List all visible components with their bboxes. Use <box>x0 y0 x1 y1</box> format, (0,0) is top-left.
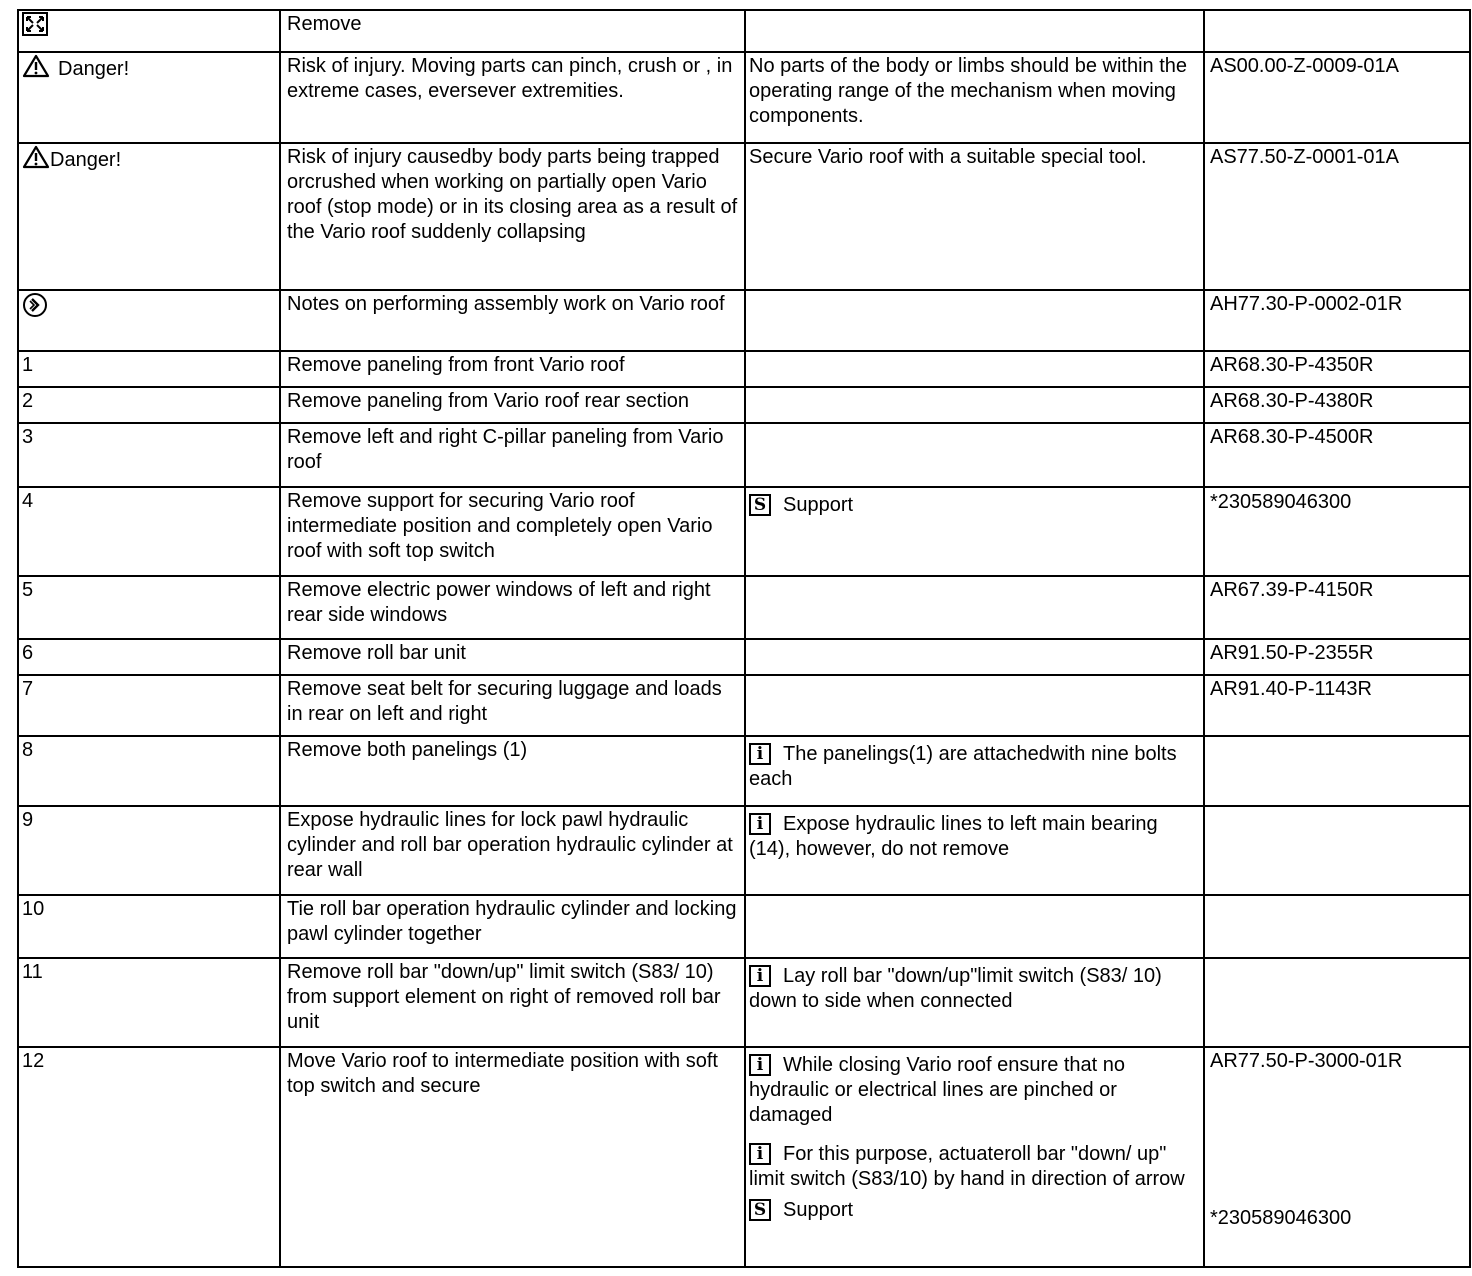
spacer <box>1210 1074 1465 1206</box>
notes-cell <box>745 423 1204 487</box>
tool-box-icon: S <box>749 494 771 516</box>
info-box-icon: i <box>749 743 771 765</box>
note-text: The panelings(1) are attachedwith nine bolts each <box>749 743 1177 790</box>
reference-cell <box>1204 1047 1470 1267</box>
step-number: 5 <box>22 579 34 601</box>
info-box-icon: i <box>749 1054 771 1076</box>
step-number: 2 <box>22 390 34 412</box>
step-number: 7 <box>22 678 34 700</box>
reference-code: AR68.30-P-4500R <box>1210 426 1374 448</box>
step-number: 8 <box>22 739 34 761</box>
table-row <box>18 351 1470 387</box>
action-text: Risk of injury. Moving parts can pinch, crush or , in extreme cases, eversever extremities. <box>280 52 745 143</box>
info-box-icon: i <box>749 1143 771 1165</box>
reference-code: AR67.39-P-4150R <box>1210 579 1374 601</box>
step-cell <box>18 675 280 736</box>
danger-label: Danger! <box>50 149 122 171</box>
reference-cell <box>1204 736 1470 806</box>
step-cell <box>18 639 280 675</box>
note-text: Support <box>783 1199 854 1221</box>
notes-cell <box>745 487 1204 576</box>
table-row <box>18 806 1470 895</box>
reference-cell <box>1204 387 1470 423</box>
note-info <box>749 1053 1199 1128</box>
reference-code: AH77.30-P-0002-01R <box>1210 293 1403 315</box>
reference-cell <box>1204 895 1470 958</box>
note-text: While closing Vario roof ensure that no hydraulic or electrical lines are pinched or damaged <box>749 1054 1126 1126</box>
action-text: Remove both panelings (1) <box>280 736 745 806</box>
reference-cell <box>1204 958 1470 1047</box>
notes-cell <box>745 806 1204 895</box>
table-row <box>18 576 1470 639</box>
table-row <box>18 10 1470 52</box>
note-tool <box>749 1198 1199 1223</box>
table-row <box>18 958 1470 1047</box>
reference-code: AR77.50-P-3000-01R <box>1210 1050 1403 1072</box>
reference-cell <box>1204 52 1470 143</box>
step-cell <box>18 52 280 143</box>
notes-cell <box>745 675 1204 736</box>
reference-cell <box>1204 487 1470 576</box>
step-cell <box>18 806 280 895</box>
note-text: Lay roll bar "down/up"limit switch (S83/ 10) down to side when connected <box>749 965 1162 1012</box>
reference-cell <box>1204 675 1470 736</box>
reference-code: AS00.00-Z-0009-01A <box>1210 55 1400 77</box>
notes-cell <box>745 958 1204 1047</box>
reference-code: AR91.40-P-1143R <box>1210 678 1372 700</box>
note-text <box>749 145 1199 170</box>
step-cell <box>18 10 280 52</box>
step-number: 12 <box>22 1050 45 1072</box>
action-text: Remove roll bar "down/up" limit switch (S83/ 10) from support element on right of removed roll bar unit <box>280 958 745 1047</box>
expand-arrows-icon <box>22 12 48 43</box>
step-cell <box>18 143 280 290</box>
table-row <box>18 895 1470 958</box>
arrow-circle-icon <box>22 292 48 325</box>
reference-code: AR68.30-P-4380R <box>1210 390 1374 412</box>
step-cell <box>18 387 280 423</box>
action-text: Tie roll bar operation hydraulic cylinder and locking pawl cylinder together <box>280 895 745 958</box>
note-text: For this purpose, actuateroll bar "down/ up" limit switch (S83/10) by hand in direction of arrow <box>749 1143 1185 1190</box>
note-info <box>749 812 1199 862</box>
reference-code: AS77.50-Z-0001-01A <box>1210 146 1400 168</box>
action-text: Notes on performing assembly work on Vario roof <box>280 290 745 351</box>
warning-triangle-icon <box>22 54 50 85</box>
reference-cell <box>1204 10 1470 52</box>
step-cell <box>18 736 280 806</box>
action-text: Expose hydraulic lines for lock pawl hydraulic cylinder and roll bar operation hydraulic cylinder at rear wall <box>280 806 745 895</box>
reference-code: AR68.30-P-4350R <box>1210 354 1374 376</box>
action-text: Remove support for securing Vario roof intermediate position and completely open Vario roof with soft top switch <box>280 487 745 576</box>
notes-cell <box>745 1047 1204 1267</box>
step-number: 3 <box>22 426 34 448</box>
reference-code: *230589046300 <box>1210 491 1352 513</box>
notes-cell <box>745 387 1204 423</box>
reference-cell <box>1204 423 1470 487</box>
table-row <box>18 1047 1470 1267</box>
table-row <box>18 423 1470 487</box>
step-cell <box>18 895 280 958</box>
notes-cell <box>745 895 1204 958</box>
step-number: 9 <box>22 809 34 831</box>
note-text: Support <box>783 494 854 516</box>
table-row <box>18 52 1470 143</box>
action-text: Remove paneling from Vario roof rear section <box>280 387 745 423</box>
reference-code: AR91.50-P-2355R <box>1210 642 1374 664</box>
table-row <box>18 736 1470 806</box>
tool-box-icon: S <box>749 1199 771 1221</box>
reference-cell <box>1204 290 1470 351</box>
notes-cell <box>745 639 1204 675</box>
info-box-icon: i <box>749 813 771 835</box>
step-number: 6 <box>22 642 34 664</box>
notes-cell <box>745 143 1204 290</box>
notes-cell <box>745 52 1204 143</box>
reference-code: *230589046300 <box>1210 1207 1352 1229</box>
note-text: Secure Vario roof with a suitable special tool. <box>749 146 1147 168</box>
table-row <box>18 675 1470 736</box>
notes-cell <box>745 351 1204 387</box>
note-text <box>749 54 1199 129</box>
reference-cell <box>1204 639 1470 675</box>
step-cell <box>18 290 280 351</box>
action-text: Move Vario roof to intermediate position with soft top switch and secure <box>280 1047 745 1267</box>
step-number: 11 <box>22 961 43 983</box>
reference-cell <box>1204 143 1470 290</box>
note-info <box>749 964 1199 1014</box>
step-number: 1 <box>22 354 34 376</box>
action-text: Remove seat belt for securing luggage and loads in rear on left and right <box>280 675 745 736</box>
step-cell <box>18 423 280 487</box>
table-row <box>18 290 1470 351</box>
step-cell <box>18 576 280 639</box>
note-tool <box>749 493 1199 518</box>
note-info <box>749 742 1199 792</box>
step-cell <box>18 487 280 576</box>
table-row <box>18 487 1470 576</box>
table-row <box>18 143 1470 290</box>
notes-cell <box>745 10 1204 52</box>
action-text: Remove left and right C-pillar paneling from Vario roof <box>280 423 745 487</box>
action-text: Remove paneling from front Vario roof <box>280 351 745 387</box>
step-cell <box>18 1047 280 1267</box>
warning-triangle-icon <box>22 145 50 176</box>
danger-label: Danger! <box>58 58 130 80</box>
note-text: No parts of the body or limbs should be within the operating range of the mechanism when moving components. <box>749 55 1188 127</box>
action-text: Remove <box>280 10 745 52</box>
step-cell <box>18 351 280 387</box>
notes-cell <box>745 736 1204 806</box>
step-cell <box>18 958 280 1047</box>
notes-cell <box>745 290 1204 351</box>
info-box-icon: i <box>749 965 771 987</box>
reference-cell <box>1204 576 1470 639</box>
table-row <box>18 387 1470 423</box>
step-number: 4 <box>22 490 34 512</box>
step-number: 10 <box>22 898 45 920</box>
action-text: Risk of injury causedby body parts being trapped orcrushed when working on partially open Vario roof (stop mode) or in its closing area as a result of the Vario roof suddenly collapsing <box>280 143 745 290</box>
notes-cell <box>745 576 1204 639</box>
note-text: Expose hydraulic lines to left main bearing (14), however, do not remove <box>749 813 1158 860</box>
reference-cell <box>1204 806 1470 895</box>
action-text: Remove electric power windows of left and right rear side windows <box>280 576 745 639</box>
procedure-table <box>17 9 1471 1268</box>
note-info <box>749 1142 1199 1192</box>
reference-cell <box>1204 351 1470 387</box>
action-text: Remove roll bar unit <box>280 639 745 675</box>
table-row <box>18 639 1470 675</box>
